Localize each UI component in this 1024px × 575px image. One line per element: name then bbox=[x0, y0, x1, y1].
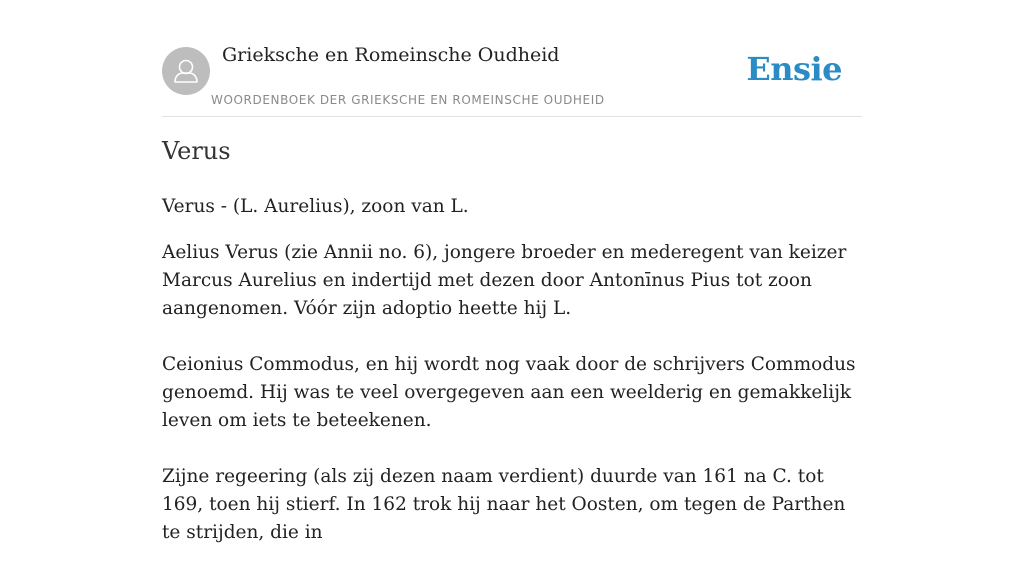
source-header bbox=[162, 0, 862, 117]
entry-paragraph: Aelius Verus (zie Annii no. 6), jongere broeder en mederegent van keizer Marcus Aurelius en indertijd met dezen door Antonīnus Pius tot zoon aangenomen. Vóór zijn adoptio heette hij L. bbox=[162, 242, 847, 319]
source-subtitle: WOORDENBOEK DER GRIEKSCHE EN ROMEINSCHE OUDHEID bbox=[211, 93, 605, 107]
user-silhouette-icon bbox=[162, 47, 210, 95]
entry-body bbox=[162, 239, 862, 575]
source-title-link[interactable]: Grieksche en Romeinsche Oudheid bbox=[222, 44, 560, 66]
entry-title: Verus bbox=[162, 137, 231, 165]
entry-paragraph: Zijne regeering (als zij dezen naam verdient) duurde van 161 na C. tot 169, toen hij stierf. In 162 trok hij naar het Oosten, om tegen de Parthen te strijden, die in bbox=[162, 466, 846, 543]
brand-logo-link[interactable]: Ensie bbox=[746, 50, 842, 88]
entry-paragraph: Ceionius Commodus, en hij wordt nog vaak door de schrijvers Commodus genoemd. Hij was te veel overgegeven aan een weelderig en gemakkelijk leven om iets te beteekenen. bbox=[162, 354, 856, 431]
entry-lead: Verus - (L. Aurelius), zoon van L. bbox=[162, 196, 469, 217]
dictionary-page bbox=[162, 0, 862, 543]
avatar[interactable] bbox=[162, 47, 210, 95]
